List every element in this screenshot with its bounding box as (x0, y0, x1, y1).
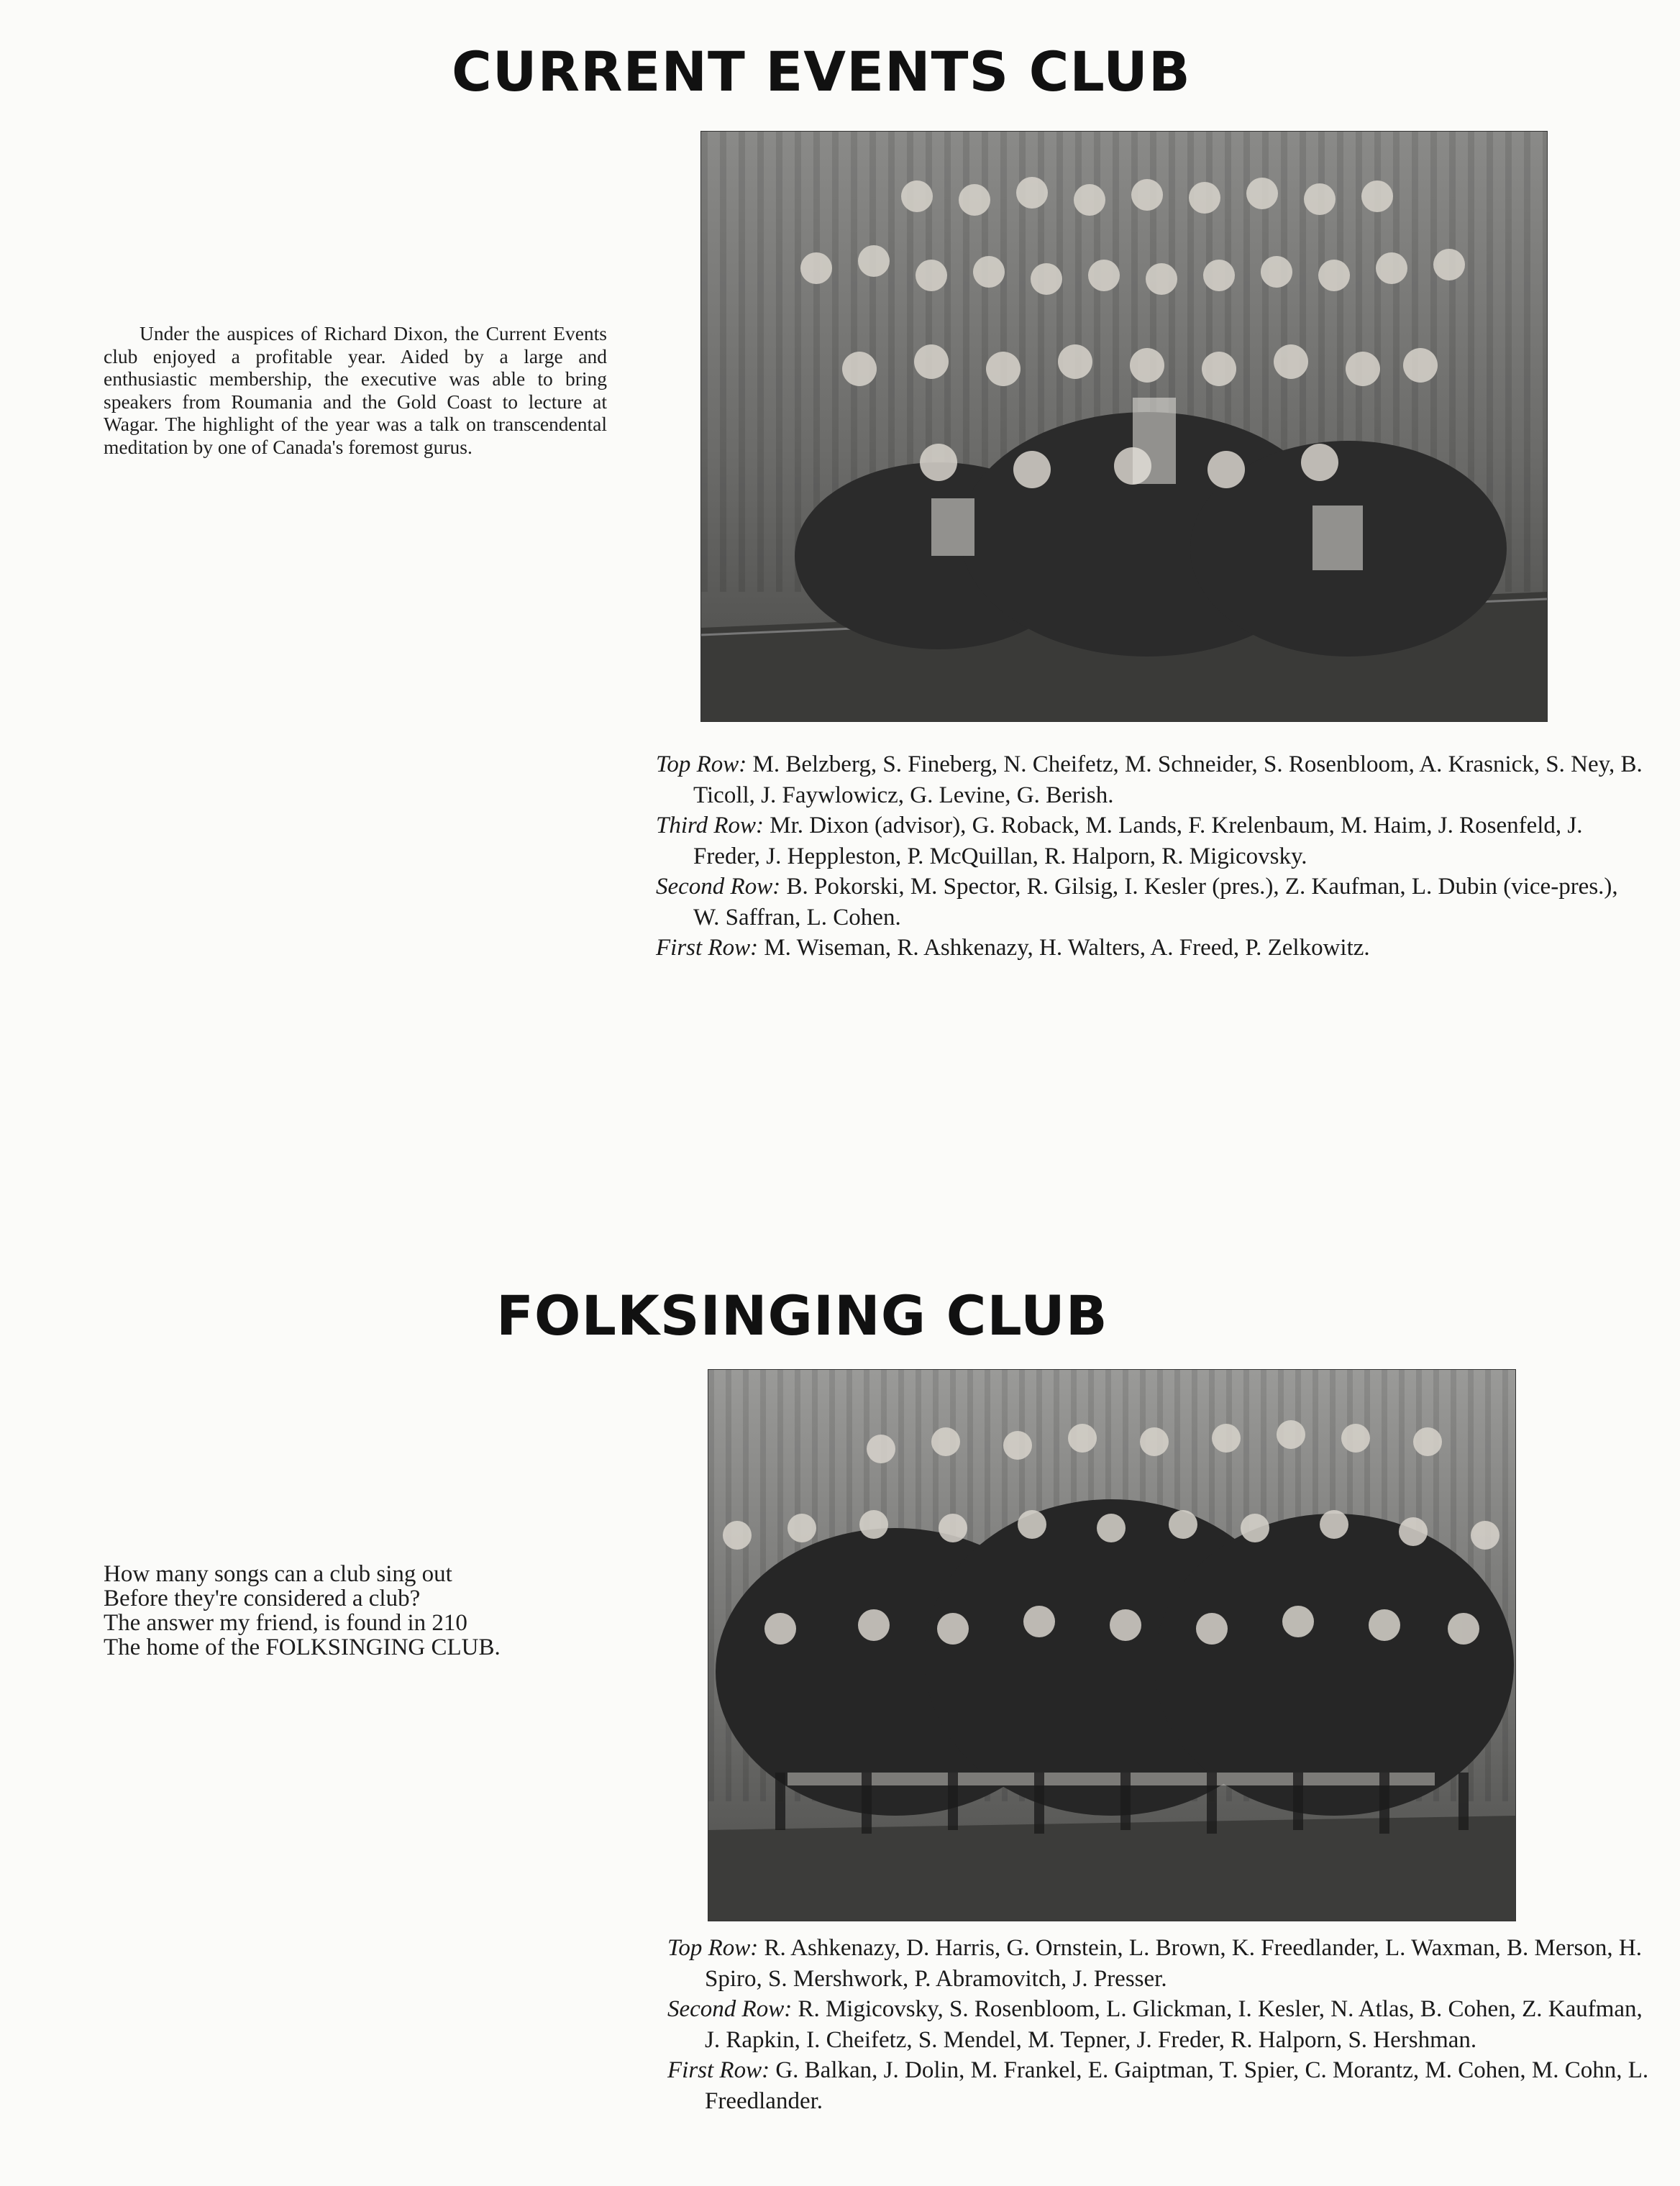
caption-row-first: First Row: G. Balkan, J. Dolin, M. Frankel, E. Gaiptman, T. Spier, C. Morantz, M. Cohen, M. Cohn, L. Freedlander. (667, 2057, 1649, 2114)
caption-row-second: Second Row: R. Migicovsky, S. Rosenbloom, L. Glickman, I. Kesler, N. Atlas, B. Cohen, Z. Kaufman, J. Rapkin, I. Cheifetz, S. Mendel, M. Tepner, J. Freder, R. Halporn, S. Hershman. (667, 1996, 1643, 2053)
current-events-title: CURRENT EVENTS CLUB (452, 40, 1191, 104)
folksinging-verse (104, 1562, 650, 1660)
folksinging-group-photo (708, 1369, 1516, 1921)
current-events-description: Under the auspices of Richard Dixon, the Current Events club enjoyed a profitable year. Aided by a large and enthusiastic membership, the executive was able to bring speakers from Roumania and the Gold Coast to lecture at Wagar. The highlight of the year was a talk on transcendental meditation by one of Canada's foremost gurus. (104, 322, 607, 458)
caption-row-first: First Row: M. Wiseman, R. Ashkenazy, H. Walters, A. Freed, P. Zelkowitz. (656, 935, 1370, 961)
current-events-caption (656, 749, 1648, 964)
verse-line: The home of the FOLKSINGING CLUB. (104, 1634, 501, 1660)
caption-row-second: Second Row: B. Pokorski, M. Spector, R. Gilsig, I. Kesler (pres.), Z. Kaufman, L. Dubin (vice-pres.), W. Saffran, L. Cohen. (656, 874, 1618, 930)
folksinging-caption (667, 1933, 1660, 2116)
caption-row-top: Top Row: M. Belzberg, S. Fineberg, N. Cheifetz, M. Schneider, S. Rosenbloom, A. Krasnick, S. Ney, B. Ticoll, J. Faywlowicz, G. Levine, G. Berish. (656, 751, 1643, 808)
verse-line: The answer my friend, is found in 210 (104, 1610, 467, 1636)
folksinging-title: FOLKSINGING CLUB (496, 1284, 1108, 1348)
caption-row-third: Third Row: Mr. Dixon (advisor), G. Roback, M. Lands, F. Krelenbaum, M. Haim, J. Rosenfeld, J. Freder, J. Heppleston, P. McQuillan, R. Halporn, R. Migicovsky. (656, 813, 1583, 869)
verse-line: Before they're considered a club? (104, 1586, 421, 1611)
current-events-group-photo (700, 131, 1548, 722)
caption-row-top: Top Row: R. Ashkenazy, D. Harris, G. Ornstein, L. Brown, K. Freedlander, L. Waxman, B. Merson, H. Spiro, S. Mershwork, P. Abramovitch, J. Presser. (667, 1935, 1642, 1992)
verse-line: How many songs can a club sing out (104, 1561, 452, 1587)
